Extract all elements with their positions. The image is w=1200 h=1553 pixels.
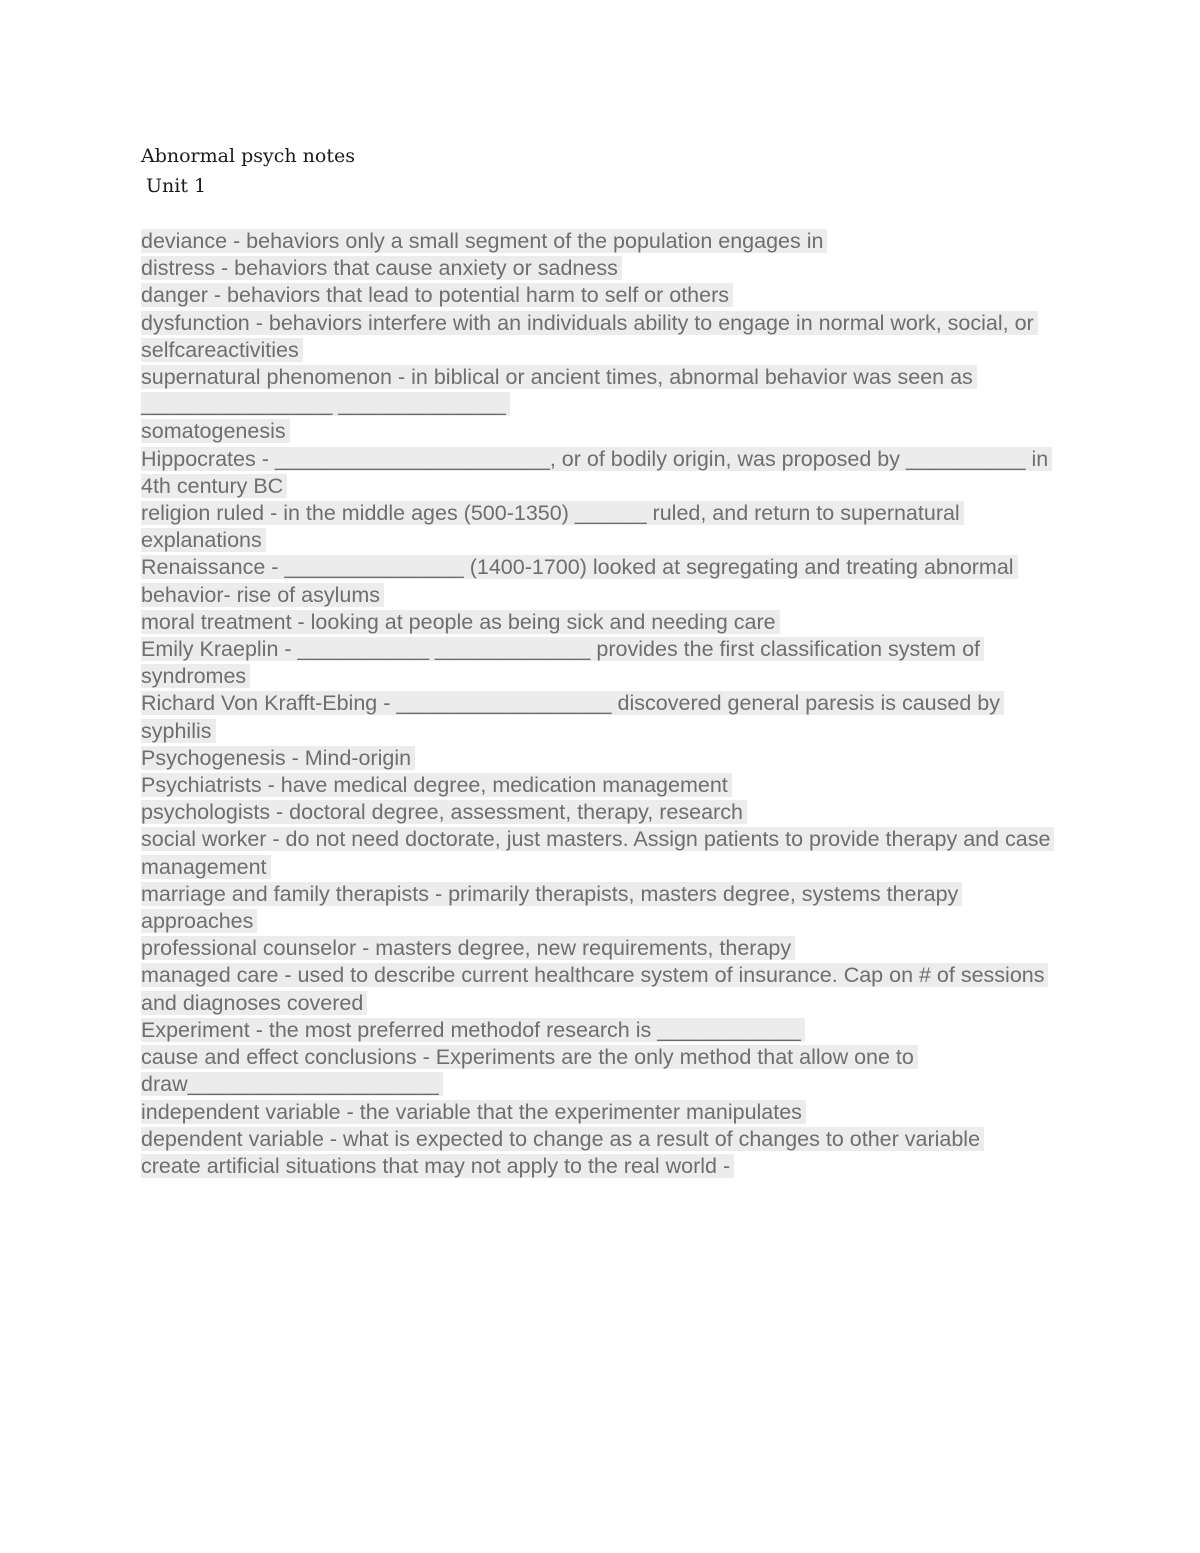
note-item [141,1126,1071,1153]
note-text: Experiment - the most preferred methodof research is ____________ [141,1018,805,1042]
note-item [141,1099,1071,1126]
note-text: Hippocrates - _______________________, or of bodily origin, was proposed by __________ in 4th century BC [141,447,1052,498]
note-text: distress - behaviors that cause anxiety or sadness [141,256,622,280]
note-item [141,826,1071,880]
document-title: Abnormal psych notes [141,145,355,167]
note-item [141,772,1071,799]
note-text: Renaissance - _______________ (1400-1700) looked at segregating and treating abnormal behavior- rise of asylums [141,555,1018,606]
note-item [141,446,1071,500]
note-text: Psychiatrists - have medical degree, medication management [141,773,732,797]
note-text: cause and effect conclusions - Experiments are the only method that allow one to draw_____________________ [141,1045,918,1096]
note-text: dysfunction - behaviors interfere with an individuals ability to engage in normal work, social, or selfcareactivities [141,311,1038,362]
note-item [141,554,1071,608]
note-text: dependent variable - what is expected to change as a result of changes to other variable [141,1127,984,1151]
document-subtitle: Unit 1 [146,175,207,197]
note-text: religion ruled - in the middle ages (500-1350) ______ ruled, and return to supernatural explanations [141,501,964,552]
note-text: Emily Kraeplin - ___________ _____________ provides the first classification system of syndromes [141,637,984,688]
note-text: deviance - behaviors only a small segment of the population engages in [141,229,827,253]
note-text: professional counselor - masters degree, new requirements, therapy [141,936,795,960]
note-text: moral treatment - looking at people as being sick and needing care [141,610,780,634]
note-item [141,745,1071,772]
notes-list [141,228,1071,1180]
note-text: managed care - used to describe current healthcare system of insurance. Cap on # of sessions and diagnoses covered [141,963,1048,1014]
note-text: social worker - do not need doctorate, just masters. Assign patients to provide therapy and case management [141,827,1054,878]
note-text: Psychogenesis - Mind-origin [141,746,415,770]
note-item [141,418,1071,445]
note-text: create artificial situations that may not apply to the real world - [141,1154,734,1178]
note-text: marriage and family therapists - primarily therapists, masters degree, systems therapy approaches [141,882,962,933]
note-item [141,690,1071,744]
note-item [141,228,1071,255]
note-text: supernatural phenomenon - in biblical or ancient times, abnormal behavior was seen as ________________ ______________ [141,365,977,416]
note-item [141,1017,1071,1044]
note-text: Richard Von Krafft-Ebing - __________________ discovered general paresis is caused by syphilis [141,691,1004,742]
note-item [141,255,1071,282]
note-item [141,799,1071,826]
note-item [141,636,1071,690]
note-text: somatogenesis [141,419,290,443]
note-item [141,364,1071,418]
note-item [141,935,1071,962]
note-text: danger - behaviors that lead to potential harm to self or others [141,283,733,307]
note-item [141,500,1071,554]
note-item [141,310,1071,364]
note-text: independent variable - the variable that the experimenter manipulates [141,1100,806,1124]
note-item [141,282,1071,309]
note-item [141,1153,1071,1180]
note-item [141,1044,1071,1098]
note-item [141,881,1071,935]
note-item [141,609,1071,636]
note-text: psychologists - doctoral degree, assessment, therapy, research [141,800,747,824]
note-item [141,962,1071,1016]
